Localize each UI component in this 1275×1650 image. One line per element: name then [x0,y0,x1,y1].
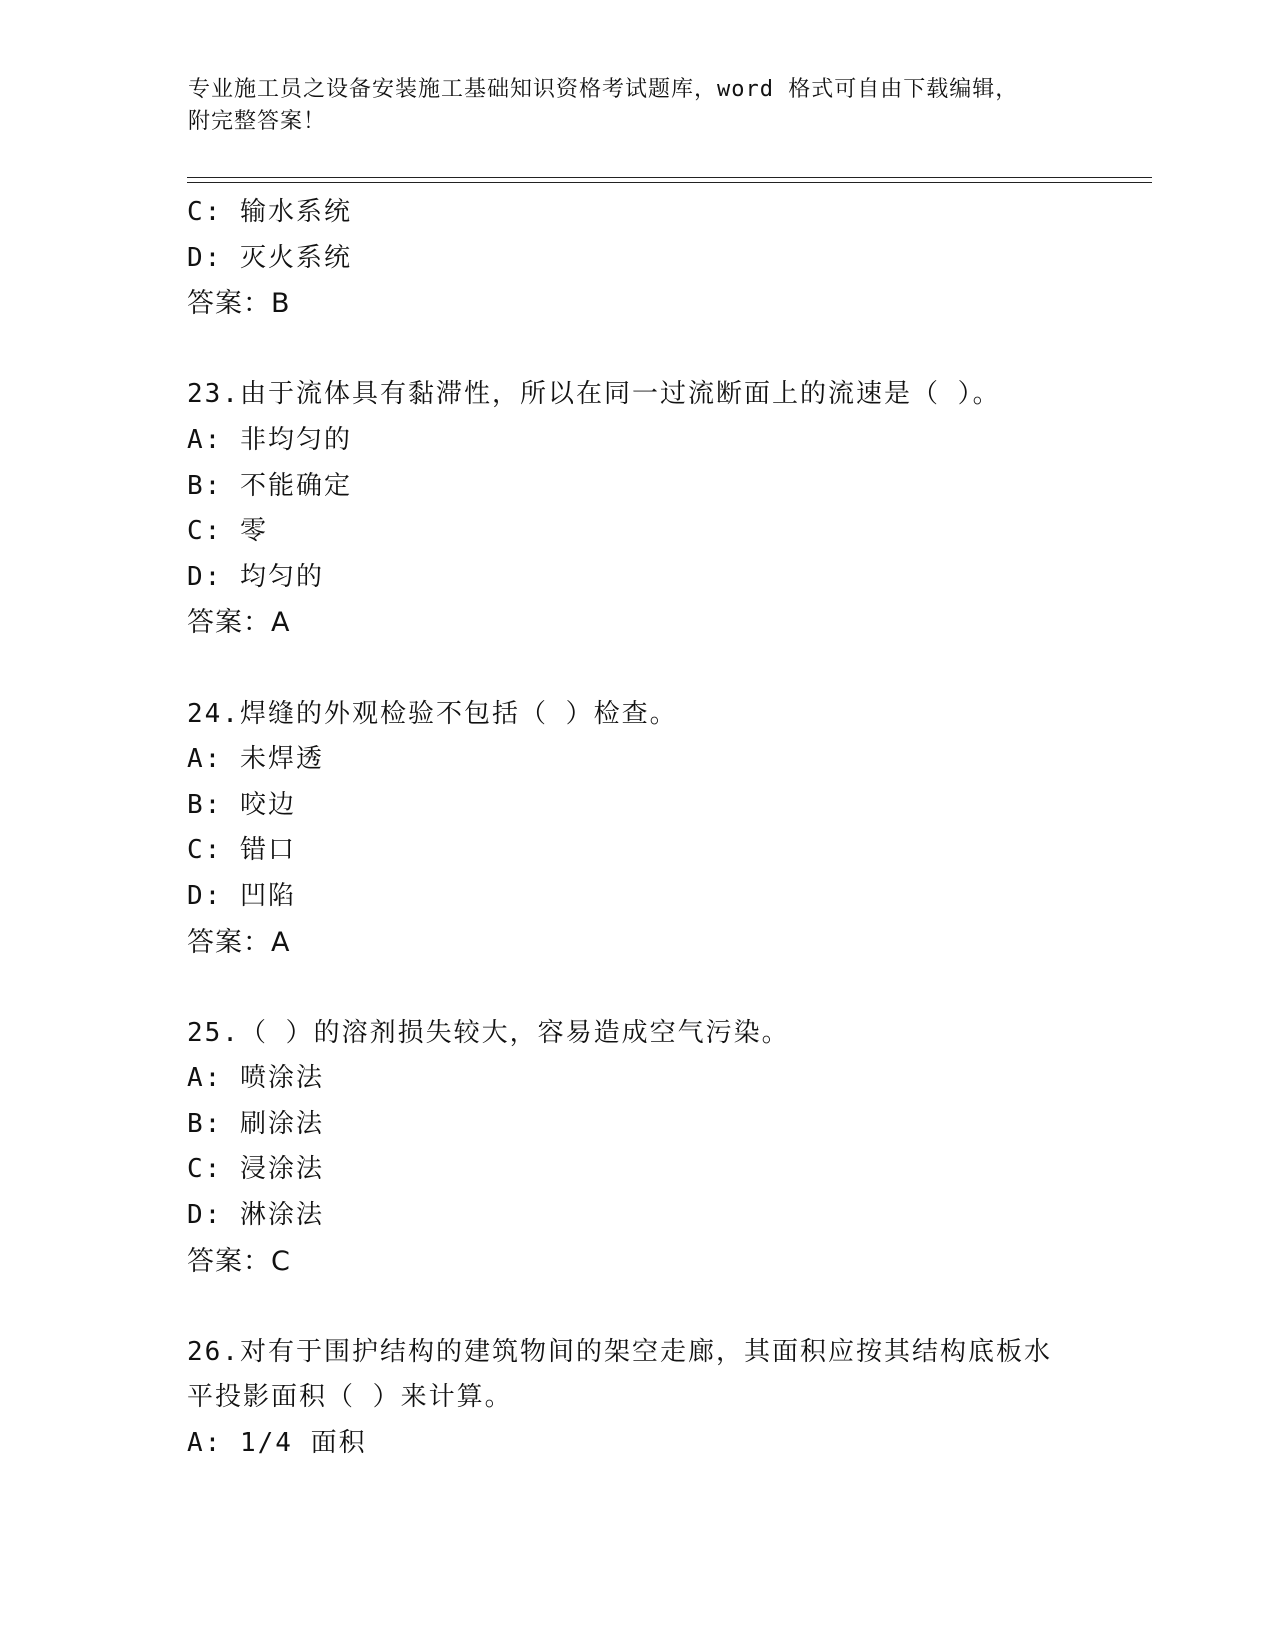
header-line-1: 专业施工员之设备安装施工基础知识资格考试题库，word 格式可自由下载编辑， [188,77,1019,102]
question-22-continuation [187,190,1087,327]
option-c: C: 浸涂法 [187,1154,324,1185]
question-25 [187,1011,1087,1285]
question-24 [187,692,1087,966]
question-stem: 24.焊缝的外观检验不包括（ ）检查。 [187,698,678,729]
option-b: B: 刷涂法 [187,1108,324,1139]
header-divider-top [187,177,1152,178]
answer: 答案：A [187,926,291,958]
spacer [187,965,1087,1011]
header-divider-bottom [187,182,1152,183]
question-stem: 25.（ ）的溶剂损失较大，容易造成空气污染。 [187,1017,790,1048]
spacer [187,327,1087,373]
option-c: C: 输水系统 [187,197,352,227]
option-a: A: 喷涂法 [187,1063,324,1094]
option-d: D: 灭火系统 [187,242,352,273]
option-c: C: 零 [187,516,268,547]
answer: 答案：C [187,1245,291,1277]
header-line-2: 附完整答案！ [188,109,327,134]
question-list [187,190,1087,1467]
spacer [187,1284,1087,1330]
option-b: B: 咬边 [187,789,296,820]
question-26 [187,1330,1087,1467]
question-stem: 23.由于流体具有黏滞性，所以在同一过流断面上的流速是（ ）。 [187,379,1001,410]
option-a: A: 1/4 面积 [187,1428,367,1459]
option-d: D: 凹陷 [187,880,296,911]
option-b: B: 不能确定 [187,470,352,501]
answer: 答案：B [187,288,291,320]
option-c: C: 错口 [187,835,296,866]
answer: 答案：A [187,607,291,639]
option-a: A: 未焊透 [187,744,324,775]
spacer [187,646,1087,692]
question-stem-line-2: 平投影面积（ ）来计算。 [187,1382,513,1413]
question-stem-line-1: 26.对有于围护结构的建筑物间的架空走廊，其面积应按其结构底板水 [187,1336,1052,1367]
question-23 [187,372,1087,646]
option-d: D: 淋涂法 [187,1200,324,1231]
document-header [188,74,1088,138]
option-d: D: 均匀的 [187,561,324,592]
option-a: A: 非均匀的 [187,424,352,455]
